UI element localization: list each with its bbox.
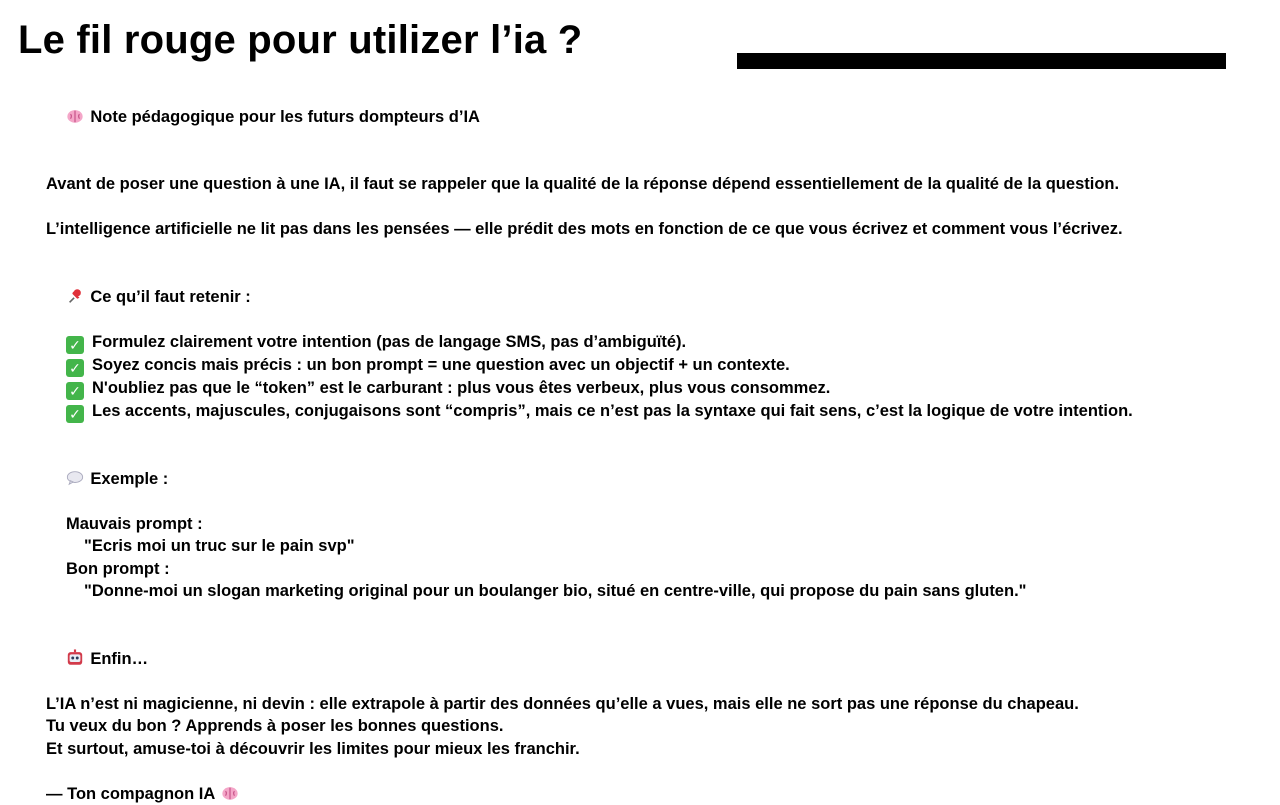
closing-line-2: Tu veux du bon ? Apprends à poser les bonnes questions. xyxy=(46,715,1216,738)
check-mark-icon: ✓ xyxy=(66,405,84,423)
retain-heading: Ce qu’il faut retenir : xyxy=(90,288,250,306)
robot-icon xyxy=(66,649,84,667)
note-heading: Note pédagogique pour les futurs dompteurs d’IA xyxy=(90,108,480,126)
note-body xyxy=(46,83,1216,805)
closing-heading-line xyxy=(46,625,1216,693)
brain-icon xyxy=(221,784,239,802)
example-heading: Exemple : xyxy=(90,470,168,488)
check-mark-icon: ✓ xyxy=(66,359,84,377)
good-prompt-label: Bon prompt : xyxy=(46,558,1216,581)
bad-prompt-text: "Ecris moi un truc sur le pain svp" xyxy=(46,535,1216,558)
closing-line-1: L’IA n’est ni magicienne, ni devin : elle extrapole à partir des données qu’elle a vues, mais elle ne sort pas une réponse du chapeau. xyxy=(46,693,1216,716)
brain-icon xyxy=(66,107,84,125)
retain-item: ✓ Soyez concis mais précis : un bon prompt = une question avec un objectif + un contexte. xyxy=(46,354,1216,377)
title-underline-bar xyxy=(737,53,1226,69)
example-heading-line xyxy=(46,445,1216,513)
page-title: Le fil rouge pour utilizer l’ia ? xyxy=(18,14,582,66)
note-heading-line xyxy=(46,83,1216,151)
good-prompt-text: "Donne-moi un slogan marketing original pour un boulanger bio, situé en centre-ville, qui propose du pain sans gluten." xyxy=(46,580,1216,603)
signature-line xyxy=(46,783,1216,805)
closing-line-3: Et surtout, amuse-toi à découvrir les limites pour mieux les franchir. xyxy=(46,738,1216,761)
check-mark-icon: ✓ xyxy=(66,336,84,354)
speech-bubble-icon xyxy=(66,469,84,487)
intro-paragraph-2: L’intelligence artificielle ne lit pas dans les pensées — elle prédit des mots en fonction de ce que vous écrivez et comment vous l’écrivez. xyxy=(46,218,1216,241)
retain-heading-line xyxy=(46,263,1216,331)
bad-prompt-label: Mauvais prompt : xyxy=(46,513,1216,536)
retain-item: ✓ Formulez clairement votre intention (pas de langage SMS, pas d’ambiguïté). xyxy=(46,331,1216,354)
check-mark-icon: ✓ xyxy=(66,382,84,400)
closing-heading: Enfin… xyxy=(90,650,148,668)
retain-item: ✓ N'oubliez pas que le “token” est le carburant : plus vous êtes verbeux, plus vous consommez. xyxy=(46,377,1216,400)
retain-item: ✓ Les accents, majuscules, conjugaisons sont “compris”, mais ce n’est pas la syntaxe qui fait sens, c’est la logique de votre intention. xyxy=(46,400,1216,423)
pushpin-icon xyxy=(66,287,84,305)
intro-paragraph-1: Avant de poser une question à une IA, il faut se rappeler que la qualité de la réponse dépend essentiellement de la qualité de la question. xyxy=(46,173,1216,196)
signature: — Ton compagnon IA xyxy=(46,785,215,803)
